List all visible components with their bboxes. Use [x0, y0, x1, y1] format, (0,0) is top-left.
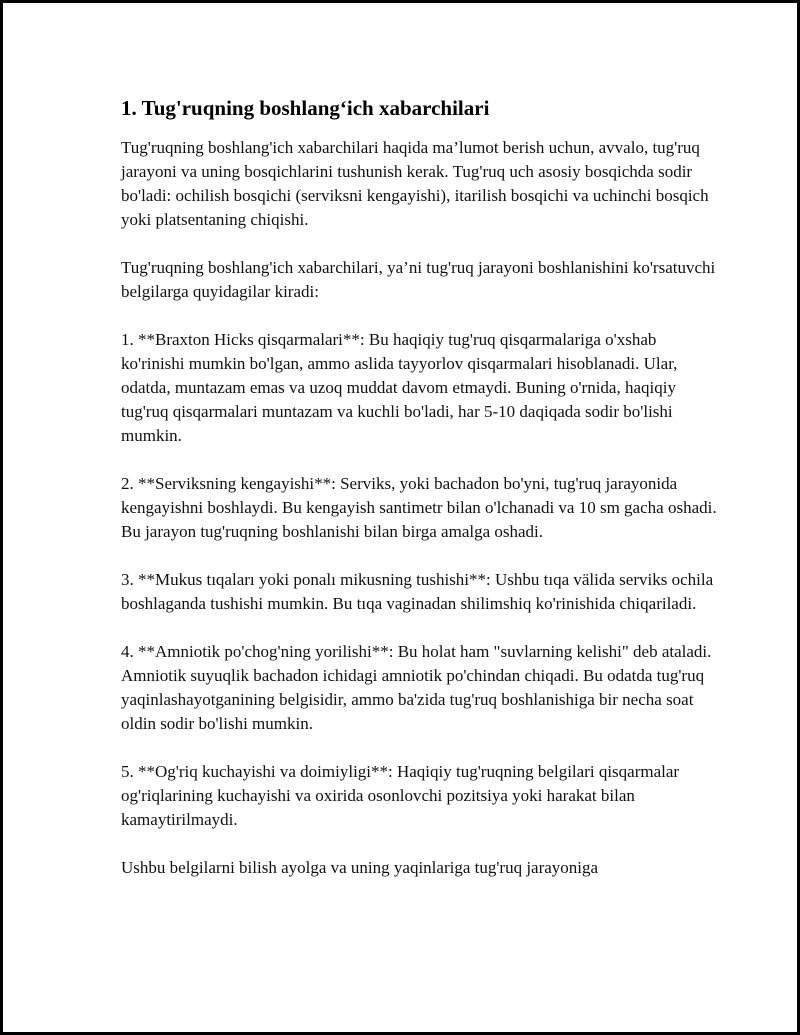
- section-heading: 1. Tug'ruqning boshlang‘ich xabarchilari: [121, 96, 490, 120]
- closing-paragraph: Ushbu belgilarni bilish ayolga va uning yaqinlariga tug'ruq jarayoniga: [121, 858, 599, 877]
- signs-intro-paragraph: Tug'ruqning boshlang'ich xabarchilari, ya’ni tug'ruq jarayoni boshlanishini ko'rsatuvchi belgilarga quyidagilar kiradi:: [121, 258, 716, 301]
- sign-item-3: 3. **Mukus tıqaları yoki ponalı mikusning tushishi**: Ushbu tıqa välida serviks ochila boshlaganda tushishi mumkin. Bu tıqa vaginadan shilimshiq ko'rinishida chiqariladi.: [121, 570, 714, 613]
- sign-item-2: 2. **Serviksning kengayishi**: Serviks, yoki bachadon bo'yni, tug'ruq jarayonida kengayishni boshlaydi. Bu kengayish santimetr bilan o'lchanadi va 10 sm gacha oshadi. Bu jarayon tug'ruqning boshlanishi bilan birga amalga oshadi.: [121, 474, 717, 541]
- sign-item-4: 4. **Amniotik po'chog'ning yorilishi**: Bu holat ham "suvlarning kelishi" deb ataladi. Amniotik suyuqlik bachadon ichidagi amniotik po'chindan chiqadi. Bu odatda tug'ruq yaqinlashayotganining belgisidir, ammo ba'zida tug'ruq boshlanishiga bir necha soat oldin sodir bo'lishi mumkin.: [121, 642, 712, 733]
- sign-item-5: 5. **Og'riq kuchayishi va doimiyligi**: Haqiqiy tug'ruqning belgilari qisqarmalar og'riqlarining kuchayishi va oxirida osonlovchi pozitsiya yoki harakat bilan kamaytirilmaydi.: [121, 762, 680, 829]
- intro-paragraph: Tug'ruqning boshlang'ich xabarchilari haqida ma’lumot berish uchun, avvalo, tug'ruq jarayoni va uning bosqichlarini tushunish kerak. Tug'ruq uch asosiy bosqichda sodir bo'ladi: ochilish bosqichi (serviksni kengayishi), itarilish bosqichi va uchinchi bosqich yoki platsentaning chiqishi.: [121, 138, 709, 229]
- sign-item-1: 1. **Braxton Hicks qisqarmalari**: Bu haqiqiy tug'ruq qisqarmalariga o'xshab ko'rinishi mumkin bo'lgan, ammo aslida tayyorlov qisqarmalari hisoblanadi. Ular, odatda, muntazam emas va uzoq muddat davom etmaydi. Buning o'rnida, haqiqiy tug'ruq qisqarmalari muntazam va kuchli bo'ladi, har 5-10 daqiqada sodir bo'lishi mumkin.: [121, 330, 678, 445]
- document-body: [121, 94, 721, 904]
